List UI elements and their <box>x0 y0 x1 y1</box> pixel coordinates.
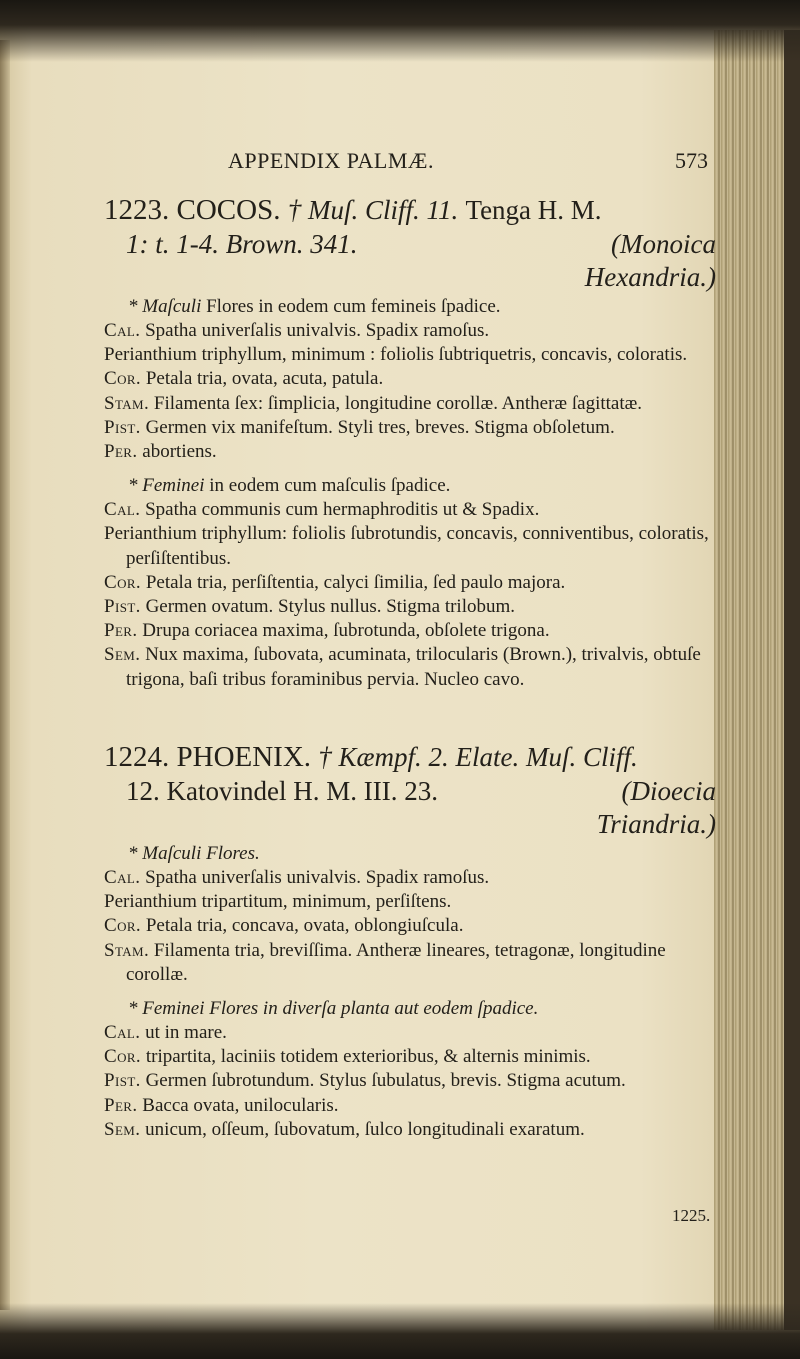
page-edge-shadow <box>784 30 800 1330</box>
reference-c: 1: t. 1-4. Brown. 341. <box>126 229 358 259</box>
description-line: Cor. Petala tria, perſiſtentia, calyci ſimilia, ſed paulo majora. <box>104 571 566 593</box>
description-line: Cor. Petala tria, concava, ovata, oblongiuſcula. <box>104 915 464 937</box>
class-a: (Monoica <box>611 229 716 259</box>
top-shadow <box>0 0 800 62</box>
genus-name: COCOS. <box>176 194 281 226</box>
entry-heading <box>104 193 716 227</box>
description-line: Perianthium tripartitum, minimum, perſiſtens. <box>104 891 452 913</box>
entry-number: 1223. <box>104 194 170 226</box>
male-flowers-heading: * Maſculi Flores in eodem cum femineis ſpadice. <box>128 296 501 317</box>
entry-phoenix <box>104 740 716 1142</box>
description-line: Cal. ut in mare. <box>104 1022 227 1044</box>
catchword: 1225. <box>672 1206 711 1225</box>
female-flowers-heading: * Feminei Flores in diverſa planta aut eodem ſpadice. <box>128 998 539 1020</box>
entry-number: 1224. <box>104 741 170 773</box>
description-line: Stam. Filamenta tria, breviſſima. Antheræ lineares, tetragonæ, longitudine corollæ. <box>104 939 666 985</box>
female-flowers-heading: * Feminei in eodem cum maſculis ſpadice. <box>128 475 451 497</box>
description-line: Cal. Spatha univerſalis univalvis. Spadix ramoſus. <box>104 867 490 888</box>
description-line: Per. Drupa coriacea maxima, ſubrotunda, obſolete trigona. <box>104 620 550 642</box>
page-number: 573 <box>675 148 708 173</box>
class-b: Triandria.) <box>596 809 716 839</box>
class-a: (Dioecia <box>621 776 716 806</box>
description-line: Per. abortiens. <box>104 441 217 463</box>
description-line: Perianthium triphyllum, minimum : foliolis ſubtriquetris, concavis, coloratis. <box>104 344 688 366</box>
page-left-edge <box>0 40 10 1310</box>
male-description <box>104 319 716 464</box>
description-line: Cor. tripartita, laciniis totidem exterioribus, & alternis minimis. <box>104 1046 591 1068</box>
entry-heading-cont <box>126 227 716 261</box>
description-line: Perianthium triphyllum: foliolis ſubrotundis, concavis, conniventibus, coloratis, perſiſtentibus. <box>104 523 709 569</box>
female-description <box>104 498 716 692</box>
male-flowers-heading: * Maſculi Flores. <box>128 843 260 864</box>
entry-cocos <box>104 193 716 692</box>
reference-b: 12. Katovindel H. M. III. 23. <box>126 776 438 806</box>
description-line: Stam. Filamenta ſex: ſimplicia, longitudine corollæ. Antheræ ſagittatæ. <box>104 392 643 414</box>
running-head: APPENDIX PALMÆ. <box>228 148 434 173</box>
description-line: Pist. Germen ovatum. Stylus nullus. Stigma trilobum. <box>104 596 516 618</box>
entry-heading <box>104 740 716 774</box>
description-line: Cor. Petala tria, ovata, acuta, patula. <box>104 368 384 390</box>
description-line: Pist. Germen ſubrotundum. Stylus ſubulatus, brevis. Stigma acutum. <box>104 1070 626 1092</box>
male-description <box>104 866 716 987</box>
reference-b: Tenga H. M. <box>465 195 602 225</box>
class-b: Hexandria.) <box>584 262 716 292</box>
description-line: Cal. Spatha communis cum hermaphroditis ut & Spadix. <box>104 499 540 521</box>
genus-name: PHOENIX. <box>176 741 312 773</box>
female-description <box>104 1021 716 1142</box>
bottom-shadow <box>0 1303 800 1359</box>
entry-heading-cont <box>126 774 716 808</box>
reference-a: † Kæmpf. 2. Elate. Muſ. Cliff. <box>318 742 638 772</box>
description-line: Pist. Germen vix manifeſtum. Styli tres, breves. Stigma obſoletum. <box>104 416 615 438</box>
description-line: Per. Bacca ovata, unilocularis. <box>104 1094 339 1116</box>
reference-a: † Muſ. Cliff. 11. <box>287 195 459 225</box>
description-line: Cal. Spatha univerſalis univalvis. Spadix ramoſus. <box>104 320 490 341</box>
description-line: Sem. Nux maxima, ſubovata, acuminata, trilocularis (Brown.), trivalvis, obtuſe trigona, baſi tribus foraminibus pervia. Nucleo cavo. <box>104 644 701 690</box>
description-line: Sem. unicum, oſſeum, ſubovatum, ſulco longitudinali exaratum. <box>104 1118 585 1140</box>
